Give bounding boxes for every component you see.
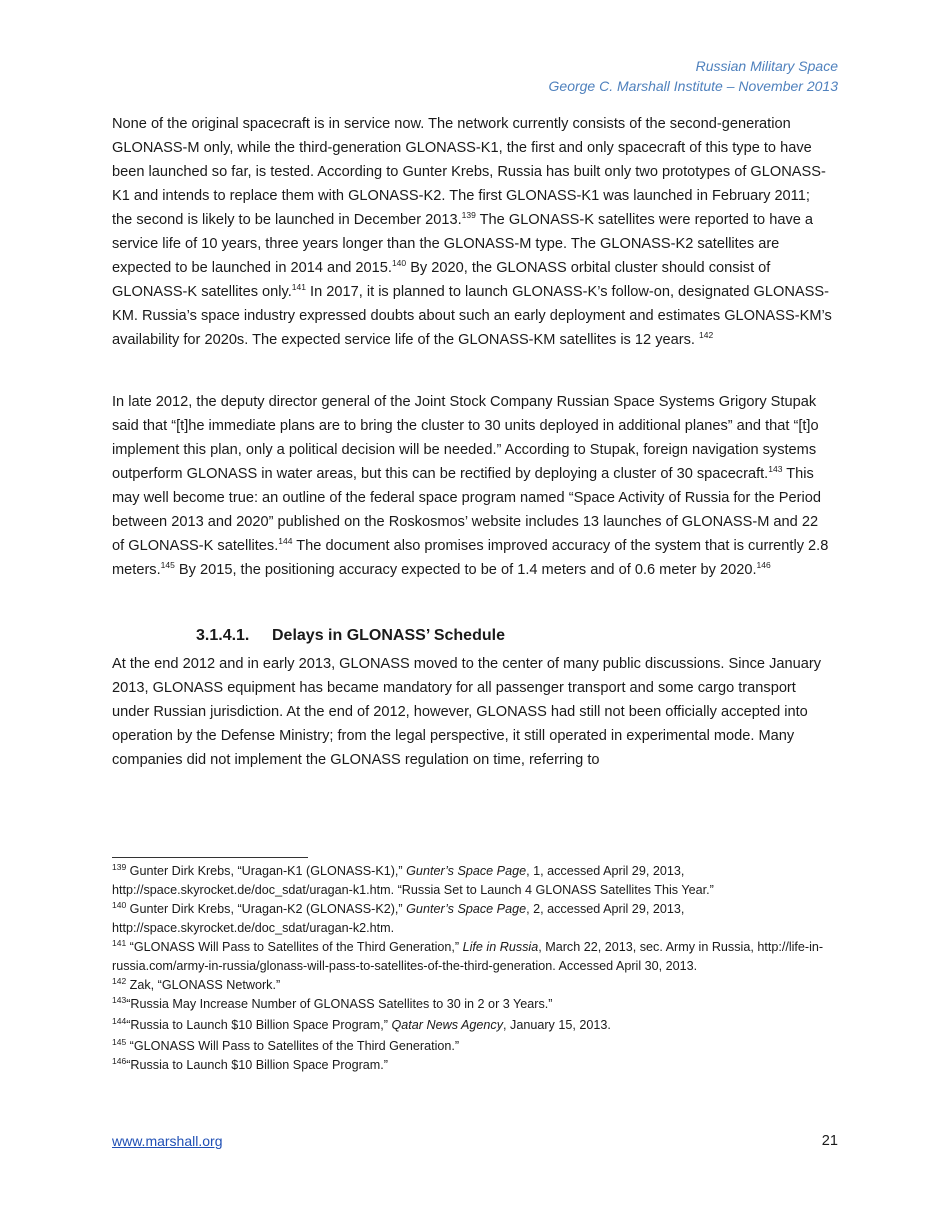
section-number: 3.1.4.1. <box>196 627 250 644</box>
footnote-number: 140 <box>112 899 127 910</box>
running-header <box>549 56 838 96</box>
paragraph-1-text: By 2020, the GLONASS orbital cluster should consist of GLONASS-K satellites only. <box>112 260 771 300</box>
header-subtitle: George C. Marshall Institute – November 2013 <box>548 78 838 94</box>
paragraph-1-text: None of the original spacecraft is in service now. The network currently consists of the second-generation GLONASS-M only, while the third-generation GLONASS-K1, the first and only spacecraft of this type to have been launched so far, is tested. According to Gunter Krebs, Russia has built only two prototypes of GLONASS-K1 and intends to replace them with GLONASS-K2. The first GLONASS-K1 was launched in February 2011; the second is likely to be launched in December 2013. <box>112 116 826 228</box>
paragraph-3: At the end 2012 and in early 2013, GLONASS moved to the center of many public discussions. Since January 2013, GLONASS equipment has became mandatory for all passenger transport and some cargo transport under Russian jurisdiction. At the end of 2012, however, GLONASS had still not been officially accepted into operation by the Defense Ministry; from the legal perspective, it still operated in experimental mode. Many companies did not implement the GLONASS regulation on time, referring to <box>112 656 822 768</box>
footnote-ref-145[interactable]: 145 <box>160 560 175 571</box>
footnote-number: 139 <box>112 861 127 872</box>
footnote-146 <box>112 1056 832 1075</box>
footnote-number: 144 <box>112 1015 127 1026</box>
footnote-ref-140[interactable]: 140 <box>391 258 407 269</box>
paragraph-1-text: The GLONASS-K satellites were reported to have a service life of 10 years, three years longer than the GLONASS-M type. The GLONASS-K2 satellites are expected to be launched in 2014 and 2015. <box>112 212 814 276</box>
footnote-text: , 1, accessed April 29, 2013, http://space.skyrocket.de/doc_sdat/uragan-k1.htm. “Russia Set to Launch 4 GLONASS Satellites This Year.” <box>112 864 714 897</box>
footnote-140 <box>112 900 832 938</box>
footnote-text: , March 22, 2013, sec. Army in Russia, http://life-in-russia.com/army-in-russia/glonass-will-pass-to-satellites-of-the-third-generation. Accessed April 30, 2013. <box>112 940 824 973</box>
footnote-text: “Russia May Increase Number of GLONASS Satellites to 30 in 2 or 3 Years.” <box>126 997 553 1011</box>
paragraph-1 <box>112 112 832 352</box>
footnote-ref-144[interactable]: 144 <box>278 536 293 547</box>
footnote-text: “GLONASS Will Pass to Satellites of the Third Generation.” <box>126 1039 460 1053</box>
footnote-number: 141 <box>112 937 127 948</box>
header-title: Russian Military Space <box>695 58 838 74</box>
paragraph-2-text: This may well become true: an outline of the federal space program named “Space Activity of Russia for the Period between 2013 and 2020” published on the Roskosmos’ website includes 13 launches of GLONASS-M and 22 of GLONASS-K satellites. <box>112 466 821 554</box>
footnote-145 <box>112 1037 832 1056</box>
footnote-source-title: Qatar News Agency <box>391 1018 504 1032</box>
footnote-text: , January 15, 2013. <box>503 1018 611 1032</box>
footnote-text: Zak, “GLONASS Network.” <box>126 978 281 992</box>
paragraph-1-text: In 2017, it is planned to launch GLONASS-K’s follow-on, designated GLONASS-KM. Russia’s space industry expressed doubts about such an early deployment and estimates GLONASS-KM’s availability for 2020s. The expected service life of the GLONASS-KM satellites is 12 years. <box>112 284 832 348</box>
footnote-text: “Russia to Launch $10 Billion Space Program.” <box>126 1058 388 1072</box>
footnote-ref-141[interactable]: 141 <box>291 282 306 293</box>
footnote-number: 146 <box>112 1055 127 1066</box>
footnote-divider <box>112 857 308 858</box>
footnote-ref-146[interactable]: 146 <box>756 560 771 571</box>
footnote-source-title: Gunter’s Space Page <box>406 864 527 878</box>
footnote-text: Gunter Dirk Krebs, “Uragan-K2 (GLONASS-K2),” <box>126 902 407 916</box>
paragraph-2-text: In late 2012, the deputy director general of the Joint Stock Company Russian Space Systems Grigory Stupak said that “[t]he immediate plans are to bring the cluster to 30 units deployed in additional planes” and that “[t]o implement this plan, only a political decision will be needed.” According to Stupak, foreign navigation systems outperform GLONASS in water areas, but this can be rectified by deploying a cluster of 30 spacecraft. <box>112 394 819 482</box>
paragraph-2-text: By 2015, the positioning accuracy expected to be of 1.4 meters and of 0.6 meter by 2020. <box>174 562 757 578</box>
footnote-source-title: Life in Russia <box>462 940 539 954</box>
footnote-text: “Russia to Launch $10 Billion Space Program,” <box>126 1018 392 1032</box>
footer-website-link[interactable]: www.marshall.org <box>112 1133 223 1149</box>
footnote-source-title: Gunter’s Space Page <box>406 902 527 916</box>
footnote-139 <box>112 862 832 900</box>
footnote-141 <box>112 938 832 976</box>
footnote-text: Gunter Dirk Krebs, “Uragan-K1 (GLONASS-K1),” <box>126 864 407 878</box>
footnote-ref-142[interactable]: 142 <box>699 330 714 341</box>
footnote-number: 142 <box>112 975 127 986</box>
footnote-number: 143 <box>112 994 127 1005</box>
section-heading <box>196 624 505 648</box>
section-title: Delays in GLONASS’ Schedule <box>272 627 505 644</box>
footnote-number: 145 <box>112 1036 127 1047</box>
footnote-text: , 2, accessed April 29, 2013, http://space.skyrocket.de/doc_sdat/uragan-k2.htm. <box>112 902 685 935</box>
footnote-ref-139[interactable]: 139 <box>461 210 476 221</box>
footnote-text: “GLONASS Will Pass to Satellites of the Third Generation,” <box>126 940 463 954</box>
footnote-143 <box>112 995 832 1014</box>
paragraph-2 <box>112 390 832 582</box>
page-number: 21 <box>821 1133 838 1149</box>
footnote-ref-143[interactable]: 143 <box>768 464 783 475</box>
footnotes <box>112 862 832 1075</box>
footnote-142 <box>112 976 832 995</box>
paragraph-2-text: The document also promises improved accuracy of the system that is currently 2.8 meters. <box>112 538 829 578</box>
footnote-144 <box>112 1016 832 1035</box>
